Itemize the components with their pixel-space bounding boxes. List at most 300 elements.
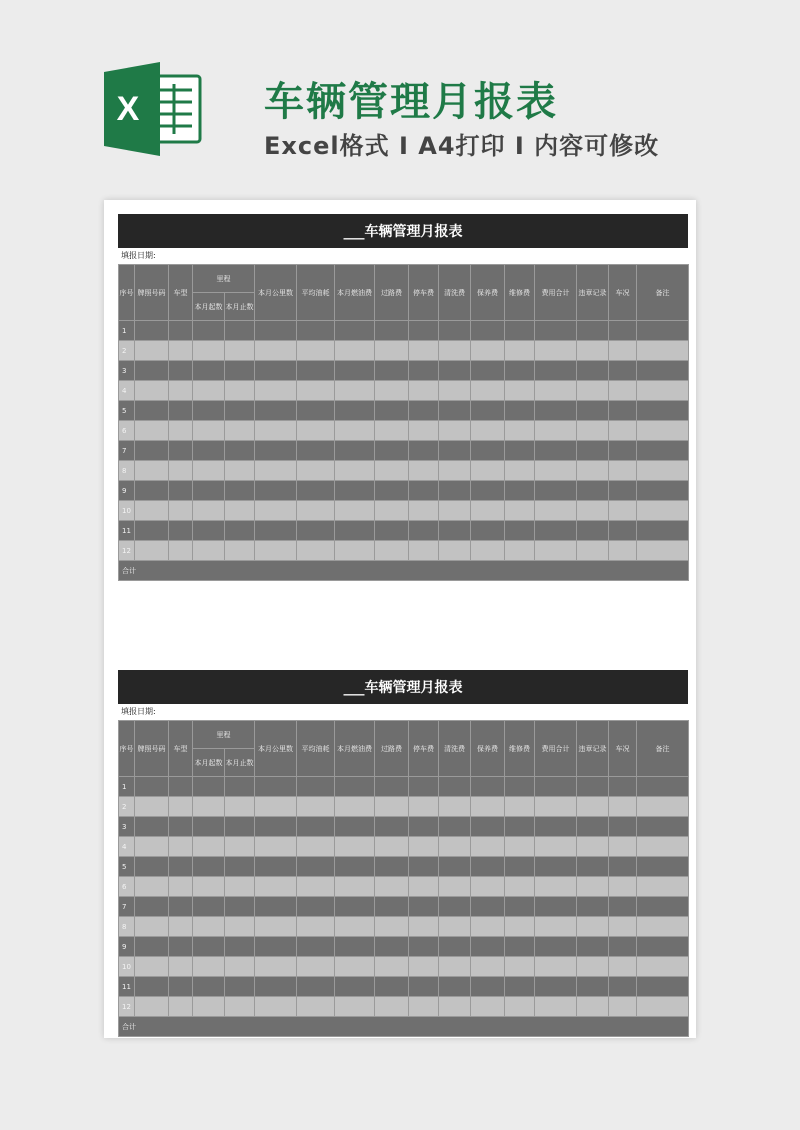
table-cell[interactable] — [535, 341, 577, 361]
table-cell[interactable] — [409, 461, 439, 481]
table-cell[interactable] — [471, 997, 505, 1017]
table-cell[interactable] — [255, 421, 297, 441]
table-cell[interactable] — [577, 521, 609, 541]
table-cell[interactable] — [375, 797, 409, 817]
table-cell[interactable] — [193, 381, 225, 401]
table-cell[interactable] — [535, 937, 577, 957]
table-cell[interactable] — [439, 937, 471, 957]
table-cell[interactable] — [169, 521, 193, 541]
table-cell[interactable] — [409, 937, 439, 957]
table-cell[interactable] — [409, 541, 439, 561]
table-cell[interactable] — [535, 441, 577, 461]
table-cell[interactable] — [135, 957, 169, 977]
table-cell[interactable] — [255, 461, 297, 481]
table-cell[interactable] — [471, 361, 505, 381]
table-cell[interactable] — [577, 501, 609, 521]
table-cell[interactable] — [335, 777, 375, 797]
table-cell[interactable] — [297, 777, 335, 797]
table-cell[interactable] — [637, 877, 689, 897]
table-cell[interactable] — [471, 461, 505, 481]
table-cell[interactable] — [193, 441, 225, 461]
table-cell[interactable] — [409, 777, 439, 797]
table-cell[interactable] — [577, 917, 609, 937]
table-cell[interactable] — [577, 857, 609, 877]
table-cell[interactable] — [535, 461, 577, 481]
table-cell[interactable] — [193, 957, 225, 977]
table-cell[interactable] — [609, 777, 637, 797]
table-cell[interactable] — [375, 897, 409, 917]
table-cell[interactable] — [375, 341, 409, 361]
table-cell[interactable] — [225, 441, 255, 461]
table-cell[interactable] — [135, 501, 169, 521]
table-cell[interactable] — [505, 321, 535, 341]
table-cell[interactable] — [535, 321, 577, 341]
table-cell[interactable] — [193, 501, 225, 521]
table-cell[interactable] — [505, 857, 535, 877]
table-cell[interactable] — [609, 381, 637, 401]
table-cell[interactable] — [375, 321, 409, 341]
table-cell[interactable] — [169, 957, 193, 977]
table-cell[interactable] — [297, 521, 335, 541]
table-cell[interactable] — [225, 521, 255, 541]
table-cell[interactable] — [471, 817, 505, 837]
table-cell[interactable] — [255, 837, 297, 857]
table-cell[interactable] — [225, 837, 255, 857]
table-cell[interactable] — [135, 341, 169, 361]
table-cell[interactable] — [439, 857, 471, 877]
table-cell[interactable] — [225, 797, 255, 817]
table-cell[interactable] — [135, 797, 169, 817]
table-cell[interactable] — [335, 977, 375, 997]
table-cell[interactable] — [637, 777, 689, 797]
table-cell[interactable] — [637, 837, 689, 857]
table-cell[interactable] — [169, 541, 193, 561]
table-cell[interactable] — [409, 957, 439, 977]
table-cell[interactable] — [225, 957, 255, 977]
table-cell[interactable] — [439, 481, 471, 501]
table-cell[interactable] — [135, 461, 169, 481]
table-cell[interactable] — [225, 361, 255, 381]
table-cell[interactable] — [409, 361, 439, 381]
table-cell[interactable] — [135, 777, 169, 797]
table-cell[interactable] — [255, 937, 297, 957]
table-cell[interactable] — [409, 817, 439, 837]
table-cell[interactable] — [225, 997, 255, 1017]
table-cell[interactable] — [255, 917, 297, 937]
table-cell[interactable] — [255, 521, 297, 541]
table-cell[interactable] — [609, 361, 637, 381]
table-cell[interactable] — [375, 957, 409, 977]
table-cell[interactable] — [577, 817, 609, 837]
table-cell[interactable] — [297, 897, 335, 917]
table-cell[interactable] — [409, 837, 439, 857]
table-cell[interactable] — [609, 917, 637, 937]
table-cell[interactable] — [255, 897, 297, 917]
table-cell[interactable] — [409, 897, 439, 917]
table-cell[interactable] — [255, 501, 297, 521]
table-cell[interactable] — [439, 441, 471, 461]
table-cell[interactable] — [505, 361, 535, 381]
table-cell[interactable] — [577, 421, 609, 441]
table-cell[interactable] — [409, 857, 439, 877]
table-cell[interactable] — [505, 997, 535, 1017]
table-cell[interactable] — [535, 481, 577, 501]
table-cell[interactable] — [637, 541, 689, 561]
table-cell[interactable] — [409, 421, 439, 441]
table-cell[interactable] — [335, 957, 375, 977]
table-cell[interactable] — [609, 521, 637, 541]
table-cell[interactable] — [225, 501, 255, 521]
table-cell[interactable] — [255, 481, 297, 501]
table-cell[interactable] — [439, 361, 471, 381]
table-cell[interactable] — [169, 321, 193, 341]
table-cell[interactable] — [439, 381, 471, 401]
table-cell[interactable] — [193, 877, 225, 897]
table-cell[interactable] — [225, 857, 255, 877]
table-cell[interactable] — [637, 977, 689, 997]
table-cell[interactable] — [637, 957, 689, 977]
table-cell[interactable] — [577, 777, 609, 797]
table-cell[interactable] — [375, 521, 409, 541]
table-cell[interactable] — [505, 521, 535, 541]
table-cell[interactable] — [409, 501, 439, 521]
table-cell[interactable] — [375, 777, 409, 797]
table-cell[interactable] — [505, 937, 535, 957]
table-cell[interactable] — [505, 461, 535, 481]
table-cell[interactable] — [255, 957, 297, 977]
table-cell[interactable] — [535, 797, 577, 817]
table-cell[interactable] — [169, 937, 193, 957]
table-cell[interactable] — [335, 997, 375, 1017]
table-cell[interactable] — [255, 401, 297, 421]
table-cell[interactable] — [439, 797, 471, 817]
table-cell[interactable] — [169, 897, 193, 917]
table-cell[interactable] — [335, 321, 375, 341]
table-cell[interactable] — [135, 977, 169, 997]
table-cell[interactable] — [255, 777, 297, 797]
table-cell[interactable] — [375, 541, 409, 561]
table-cell[interactable] — [535, 977, 577, 997]
table-cell[interactable] — [193, 361, 225, 381]
table-cell[interactable] — [297, 541, 335, 561]
table-cell[interactable] — [471, 877, 505, 897]
table-cell[interactable] — [135, 997, 169, 1017]
table-cell[interactable] — [335, 817, 375, 837]
table-cell[interactable] — [471, 541, 505, 561]
table-cell[interactable] — [409, 797, 439, 817]
table-cell[interactable] — [439, 321, 471, 341]
table-cell[interactable] — [577, 837, 609, 857]
table-cell[interactable] — [135, 857, 169, 877]
table-cell[interactable] — [471, 777, 505, 797]
table-cell[interactable] — [135, 481, 169, 501]
table-cell[interactable] — [255, 997, 297, 1017]
table-cell[interactable] — [225, 381, 255, 401]
table-cell[interactable] — [169, 817, 193, 837]
table-cell[interactable] — [135, 877, 169, 897]
table-cell[interactable] — [637, 461, 689, 481]
table-cell[interactable] — [609, 977, 637, 997]
table-cell[interactable] — [135, 937, 169, 957]
table-cell[interactable] — [471, 837, 505, 857]
table-cell[interactable] — [375, 501, 409, 521]
table-cell[interactable] — [297, 361, 335, 381]
table-cell[interactable] — [169, 381, 193, 401]
table-cell[interactable] — [577, 877, 609, 897]
table-cell[interactable] — [609, 817, 637, 837]
table-cell[interactable] — [637, 817, 689, 837]
table-cell[interactable] — [225, 877, 255, 897]
table-cell[interactable] — [535, 877, 577, 897]
table-cell[interactable] — [471, 441, 505, 461]
table-cell[interactable] — [505, 797, 535, 817]
table-cell[interactable] — [335, 897, 375, 917]
table-cell[interactable] — [255, 381, 297, 401]
table-cell[interactable] — [505, 957, 535, 977]
table-cell[interactable] — [225, 341, 255, 361]
table-cell[interactable] — [135, 541, 169, 561]
table-cell[interactable] — [577, 997, 609, 1017]
table-cell[interactable] — [335, 521, 375, 541]
table-cell[interactable] — [409, 977, 439, 997]
table-cell[interactable] — [255, 877, 297, 897]
table-cell[interactable] — [577, 401, 609, 421]
table-cell[interactable] — [297, 421, 335, 441]
table-cell[interactable] — [135, 421, 169, 441]
table-cell[interactable] — [335, 501, 375, 521]
table-cell[interactable] — [255, 441, 297, 461]
table-cell[interactable] — [335, 541, 375, 561]
table-cell[interactable] — [609, 857, 637, 877]
table-cell[interactable] — [135, 361, 169, 381]
table-cell[interactable] — [225, 777, 255, 797]
table-cell[interactable] — [637, 401, 689, 421]
table-cell[interactable] — [297, 837, 335, 857]
table-cell[interactable] — [297, 501, 335, 521]
table-cell[interactable] — [439, 461, 471, 481]
table-cell[interactable] — [439, 817, 471, 837]
table-cell[interactable] — [193, 541, 225, 561]
table-cell[interactable] — [577, 957, 609, 977]
table-cell[interactable] — [577, 977, 609, 997]
table-cell[interactable] — [535, 997, 577, 1017]
table-cell[interactable] — [471, 937, 505, 957]
table-cell[interactable] — [439, 777, 471, 797]
table-cell[interactable] — [577, 441, 609, 461]
table-cell[interactable] — [335, 441, 375, 461]
table-cell[interactable] — [609, 837, 637, 857]
table-cell[interactable] — [375, 401, 409, 421]
table-cell[interactable] — [577, 321, 609, 341]
table-cell[interactable] — [609, 421, 637, 441]
table-cell[interactable] — [335, 917, 375, 937]
table-cell[interactable] — [505, 421, 535, 441]
table-cell[interactable] — [409, 481, 439, 501]
table-cell[interactable] — [637, 857, 689, 877]
table-cell[interactable] — [335, 481, 375, 501]
table-cell[interactable] — [409, 521, 439, 541]
table-cell[interactable] — [439, 997, 471, 1017]
table-cell[interactable] — [609, 937, 637, 957]
table-cell[interactable] — [335, 361, 375, 381]
table-cell[interactable] — [471, 381, 505, 401]
table-cell[interactable] — [135, 837, 169, 857]
table-cell[interactable] — [609, 997, 637, 1017]
table-cell[interactable] — [169, 341, 193, 361]
table-cell[interactable] — [609, 341, 637, 361]
table-cell[interactable] — [169, 917, 193, 937]
table-cell[interactable] — [335, 461, 375, 481]
table-cell[interactable] — [409, 341, 439, 361]
table-cell[interactable] — [225, 481, 255, 501]
table-cell[interactable] — [297, 817, 335, 837]
table-cell[interactable] — [375, 997, 409, 1017]
table-cell[interactable] — [609, 401, 637, 421]
table-cell[interactable] — [505, 401, 535, 421]
table-cell[interactable] — [297, 877, 335, 897]
table-cell[interactable] — [297, 797, 335, 817]
table-cell[interactable] — [577, 897, 609, 917]
table-cell[interactable] — [135, 441, 169, 461]
table-cell[interactable] — [609, 877, 637, 897]
table-cell[interactable] — [193, 917, 225, 937]
table-cell[interactable] — [637, 321, 689, 341]
table-cell[interactable] — [335, 937, 375, 957]
table-cell[interactable] — [471, 897, 505, 917]
table-cell[interactable] — [609, 897, 637, 917]
table-cell[interactable] — [535, 897, 577, 917]
table-cell[interactable] — [439, 837, 471, 857]
table-cell[interactable] — [193, 817, 225, 837]
table-cell[interactable] — [169, 797, 193, 817]
table-cell[interactable] — [577, 797, 609, 817]
table-cell[interactable] — [193, 401, 225, 421]
table-cell[interactable] — [637, 441, 689, 461]
table-cell[interactable] — [225, 541, 255, 561]
table-cell[interactable] — [335, 421, 375, 441]
table-cell[interactable] — [193, 321, 225, 341]
table-cell[interactable] — [193, 521, 225, 541]
table-cell[interactable] — [135, 521, 169, 541]
table-cell[interactable] — [335, 797, 375, 817]
table-cell[interactable] — [609, 501, 637, 521]
table-cell[interactable] — [193, 421, 225, 441]
table-cell[interactable] — [439, 917, 471, 937]
table-cell[interactable] — [439, 501, 471, 521]
table-cell[interactable] — [297, 401, 335, 421]
table-cell[interactable] — [335, 877, 375, 897]
table-cell[interactable] — [439, 897, 471, 917]
table-cell[interactable] — [637, 381, 689, 401]
table-cell[interactable] — [409, 441, 439, 461]
table-cell[interactable] — [609, 541, 637, 561]
table-cell[interactable] — [193, 481, 225, 501]
table-cell[interactable] — [505, 541, 535, 561]
table-cell[interactable] — [135, 381, 169, 401]
table-cell[interactable] — [297, 997, 335, 1017]
table-cell[interactable] — [609, 957, 637, 977]
table-cell[interactable] — [255, 341, 297, 361]
table-cell[interactable] — [255, 361, 297, 381]
table-cell[interactable] — [193, 857, 225, 877]
table-cell[interactable] — [439, 957, 471, 977]
table-cell[interactable] — [135, 817, 169, 837]
table-cell[interactable] — [577, 541, 609, 561]
table-cell[interactable] — [297, 461, 335, 481]
table-cell[interactable] — [471, 341, 505, 361]
table-cell[interactable] — [135, 401, 169, 421]
table-cell[interactable] — [169, 997, 193, 1017]
table-cell[interactable] — [297, 321, 335, 341]
table-cell[interactable] — [505, 917, 535, 937]
table-cell[interactable] — [225, 421, 255, 441]
table-cell[interactable] — [535, 361, 577, 381]
table-cell[interactable] — [135, 917, 169, 937]
table-cell[interactable] — [193, 977, 225, 997]
table-cell[interactable] — [375, 857, 409, 877]
table-cell[interactable] — [637, 501, 689, 521]
table-cell[interactable] — [505, 897, 535, 917]
table-cell[interactable] — [505, 877, 535, 897]
table-cell[interactable] — [637, 361, 689, 381]
table-cell[interactable] — [255, 817, 297, 837]
table-cell[interactable] — [535, 837, 577, 857]
table-cell[interactable] — [609, 321, 637, 341]
table-cell[interactable] — [471, 977, 505, 997]
table-cell[interactable] — [439, 541, 471, 561]
table-cell[interactable] — [577, 461, 609, 481]
table-cell[interactable] — [375, 877, 409, 897]
table-cell[interactable] — [169, 421, 193, 441]
table-cell[interactable] — [135, 897, 169, 917]
table-cell[interactable] — [471, 957, 505, 977]
table-cell[interactable] — [535, 857, 577, 877]
table-cell[interactable] — [169, 361, 193, 381]
table-cell[interactable] — [335, 401, 375, 421]
table-cell[interactable] — [505, 977, 535, 997]
table-cell[interactable] — [535, 501, 577, 521]
table-cell[interactable] — [255, 321, 297, 341]
table-cell[interactable] — [297, 381, 335, 401]
table-cell[interactable] — [375, 937, 409, 957]
table-cell[interactable] — [471, 481, 505, 501]
table-cell[interactable] — [193, 997, 225, 1017]
table-cell[interactable] — [637, 521, 689, 541]
table-cell[interactable] — [535, 957, 577, 977]
table-cell[interactable] — [297, 441, 335, 461]
table-cell[interactable] — [577, 381, 609, 401]
table-cell[interactable] — [637, 917, 689, 937]
table-cell[interactable] — [471, 401, 505, 421]
table-cell[interactable] — [471, 857, 505, 877]
table-cell[interactable] — [135, 321, 169, 341]
table-cell[interactable] — [439, 977, 471, 997]
table-cell[interactable] — [535, 381, 577, 401]
table-cell[interactable] — [439, 401, 471, 421]
table-cell[interactable] — [505, 501, 535, 521]
table-cell[interactable] — [225, 937, 255, 957]
table-cell[interactable] — [375, 817, 409, 837]
table-cell[interactable] — [439, 521, 471, 541]
table-cell[interactable] — [535, 817, 577, 837]
table-cell[interactable] — [609, 461, 637, 481]
table-cell[interactable] — [255, 797, 297, 817]
table-cell[interactable] — [169, 877, 193, 897]
table-cell[interactable] — [169, 461, 193, 481]
table-cell[interactable] — [297, 957, 335, 977]
table-cell[interactable] — [609, 441, 637, 461]
table-cell[interactable] — [375, 441, 409, 461]
